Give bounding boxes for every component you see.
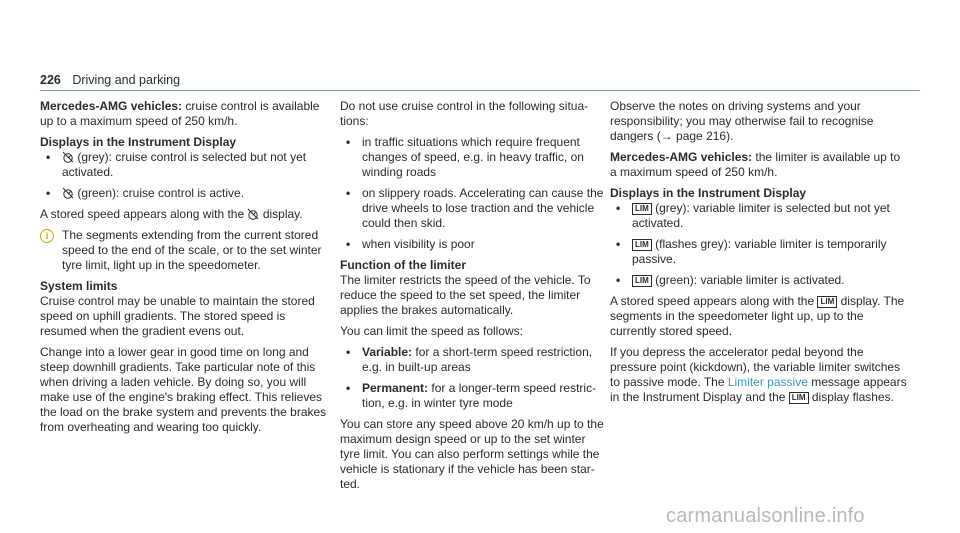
cruise-control-icon xyxy=(62,187,74,199)
column-limiter-displays xyxy=(610,99,910,411)
list-item: • Permanent: for a longer-term speed restriction, e.g. in winter tyre mode xyxy=(340,381,605,411)
amg-label: Mercedes-AMG vehicles: xyxy=(40,99,183,113)
situations-intro: Do not use cruise control in the following situations: xyxy=(340,99,589,128)
note-text: The segments extending from the current stored speed to the end of the scale, or to the set winter tyre limit, light up in the speedometer. xyxy=(62,228,322,272)
list-item: • LIM (grey): variable limiter is selected but not yet activated. xyxy=(610,201,910,231)
list-item: • Variable: for a short-term speed restriction, e.g. in built-up areas xyxy=(340,345,605,375)
observe-paragraph: Observe the notes on driving systems and your responsibility; you may otherwise fail to recognise dangers (→ page 216). xyxy=(610,99,874,143)
amg-paragraph xyxy=(40,99,330,129)
stored-speed-paragraph: A stored speed appears along with the display. xyxy=(40,207,303,221)
list-item: • (grey): cruise control is selected but not yet activated. xyxy=(40,150,330,180)
store-speed-paragraph: You can store any speed above 20 km/h up to the maximum design speed or up to the set winter tyre limit. You can also perform settings while the vehicle is stationary if the vehicle has been started. xyxy=(340,417,604,491)
function-paragraph: The limiter restricts the speed of the vehicle. To reduce the speed to the set speed, the limiter applies the brakes automatically. xyxy=(340,273,591,317)
info-icon: i xyxy=(40,229,54,243)
list-item: • LIM (flashes grey): variable limiter is temporarily passive. xyxy=(610,237,910,267)
page-header xyxy=(40,73,180,87)
lim-icon: LIM xyxy=(789,392,809,404)
list-item: • on slippery roads. Accelerating can cause the drive wheels to lose traction and the vehicle could then skid. xyxy=(340,186,605,231)
column-limiter xyxy=(340,99,605,498)
list-item: • LIM (green): variable limiter is activated. xyxy=(610,273,910,288)
cruise-control-icon xyxy=(62,151,74,163)
cruise-control-icon xyxy=(247,208,259,220)
gear-paragraph: Change into a lower gear in good time on long and steep downhill gradients. Take particular note of this when driving a laden vehicle. By doing so, you will make use of the engine's braking effect. This relieves the load on the brake system and prevents the brakes from overheating and wearing too quickly. xyxy=(40,345,327,434)
limiter-passive-message: Limiter passive xyxy=(727,375,808,389)
watermark: carmanualsonline.info xyxy=(666,505,865,527)
lim-icon: LIM xyxy=(632,275,652,287)
section-title: Driving and parking xyxy=(72,73,181,87)
stored-speed-paragraph: A stored speed appears along with the LIM display. The segments in the speedometer light up, up to the currently stored speed. xyxy=(610,294,905,338)
lim-icon: LIM xyxy=(632,203,652,215)
cruise-display-list xyxy=(40,150,330,201)
page-number: 226 xyxy=(40,73,61,87)
limiter-display-list xyxy=(610,201,910,288)
situations-list xyxy=(340,135,605,252)
column-cruise-control xyxy=(40,99,330,441)
list-item: • (green): cruise control is active. xyxy=(40,186,330,201)
list-item: • when visibility is poor xyxy=(340,237,605,252)
displays-heading: Displays in the Instrument Display xyxy=(610,186,807,200)
displays-heading: Displays in the Instrument Display xyxy=(40,135,237,149)
limits-paragraph: Cruise control may be unable to maintain the stored speed on uphill gradients. The stored speed is resumed when the gradient evens out. xyxy=(40,294,315,338)
limit-types-list xyxy=(340,345,605,411)
amg-text: cruise control is available up to a maximum speed of 250 km/h. xyxy=(40,99,320,128)
function-heading: Function of the limiter xyxy=(340,258,466,272)
limit-intro: You can limit the speed as follows: xyxy=(340,324,523,338)
info-note xyxy=(40,228,330,273)
lim-icon: LIM xyxy=(817,296,837,308)
amg-paragraph: Mercedes-AMG vehicles: the limiter is available up to a maximum speed of 250 km/h. xyxy=(610,150,901,179)
arrow-icon: → xyxy=(660,129,673,143)
kickdown-paragraph: If you depress the accelerator pedal beyond the pressure point (kickdown), the variable limiter switches to passive mode. The Limiter passive message appears in the Instrument Display and the LIM display flashes. xyxy=(610,345,907,404)
amg-label: Mercedes-AMG vehicles: xyxy=(610,150,753,164)
list-item: • in traffic situations which require frequent changes of speed, e.g. in heavy traffic, on winding roads xyxy=(340,135,605,180)
header-divider xyxy=(40,90,920,91)
system-limits-heading: System limits xyxy=(40,279,118,293)
lim-icon: LIM xyxy=(632,239,652,251)
